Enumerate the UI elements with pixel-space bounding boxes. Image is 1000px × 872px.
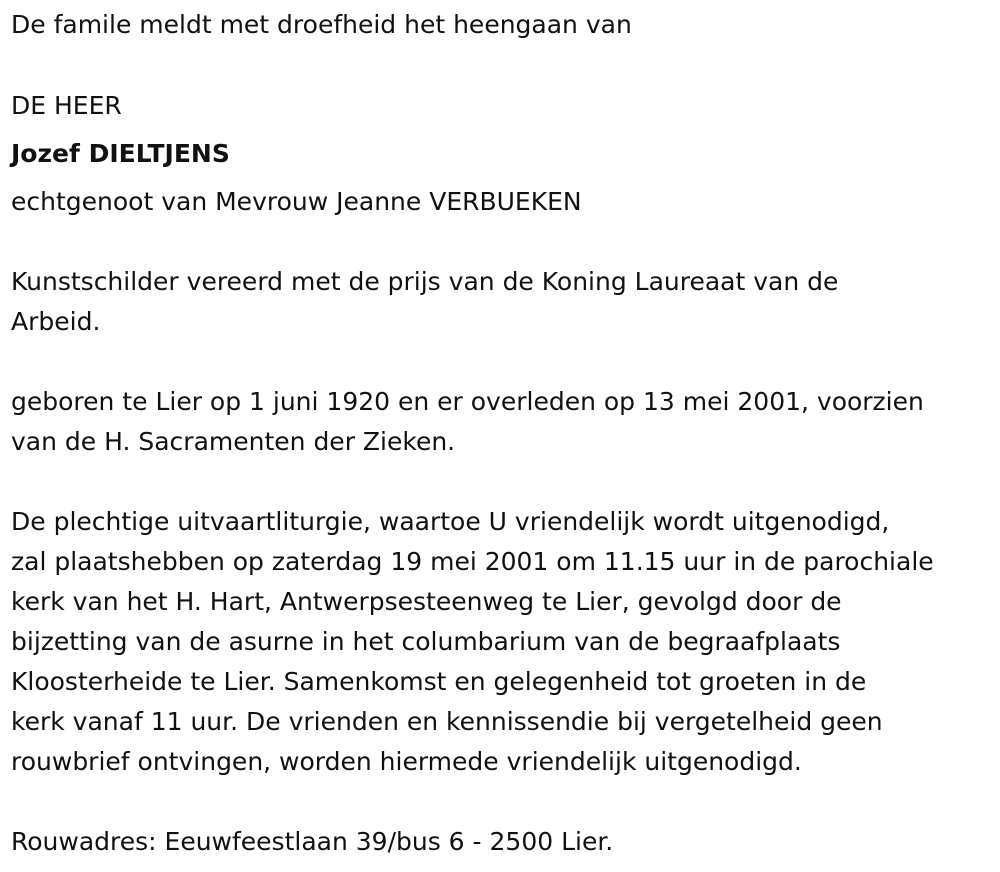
paragraph-line: kerk vanaf 11 uur. De vrienden en kennissendie bij vergetelheid geen: [11, 707, 883, 736]
paragraph-line: kerk van het H. Hart, Antwerpsesteenweg te Lier, gevolgd door de: [11, 587, 842, 616]
address-paragraph: [11, 822, 613, 862]
deceased-name: Jozef DIELTJENS: [11, 139, 230, 168]
paragraph-line: bijzetting van de asurne in het columbarium van de begraafplaats: [11, 627, 841, 656]
paragraph-line: Kloosterheide te Lier. Samenkomst en gelegenheid tot groeten in de: [11, 667, 867, 696]
honorific-title: DE HEER: [11, 91, 122, 120]
paragraph-line: geboren te Lier op 1 juni 1920 en er overleden op 13 mei 2001, voorzien: [11, 387, 924, 416]
paragraph-line: zal plaatshebben op zaterdag 19 mei 2001 om 11.15 uur in de parochiale: [11, 547, 934, 576]
intro-text: De famile meldt met droefheid het heengaan van: [11, 10, 632, 39]
funeral-paragraph: [11, 502, 934, 782]
birth-death-paragraph: [11, 382, 924, 462]
spouse-text: echtgenoot van Mevrouw Jeanne VERBUEKEN: [11, 187, 582, 216]
paragraph-line: Kunstschilder vereerd met de prijs van de Koning Laureaat van de: [11, 267, 839, 296]
paragraph-line: De plechtige uitvaartliturgie, waartoe U vriendelijk wordt uitgenodigd,: [11, 507, 890, 536]
paragraph-line: van de H. Sacramenten der Zieken.: [11, 427, 456, 456]
paragraph-line: rouwbrief ontvingen, worden hiermede vriendelijk uitgenodigd.: [11, 747, 802, 776]
mourning-address: Rouwadres: Eeuwfeestlaan 39/bus 6 - 2500 Lier.: [11, 827, 614, 856]
paragraph-line: Arbeid.: [11, 307, 101, 336]
occupation-paragraph: [11, 262, 838, 342]
